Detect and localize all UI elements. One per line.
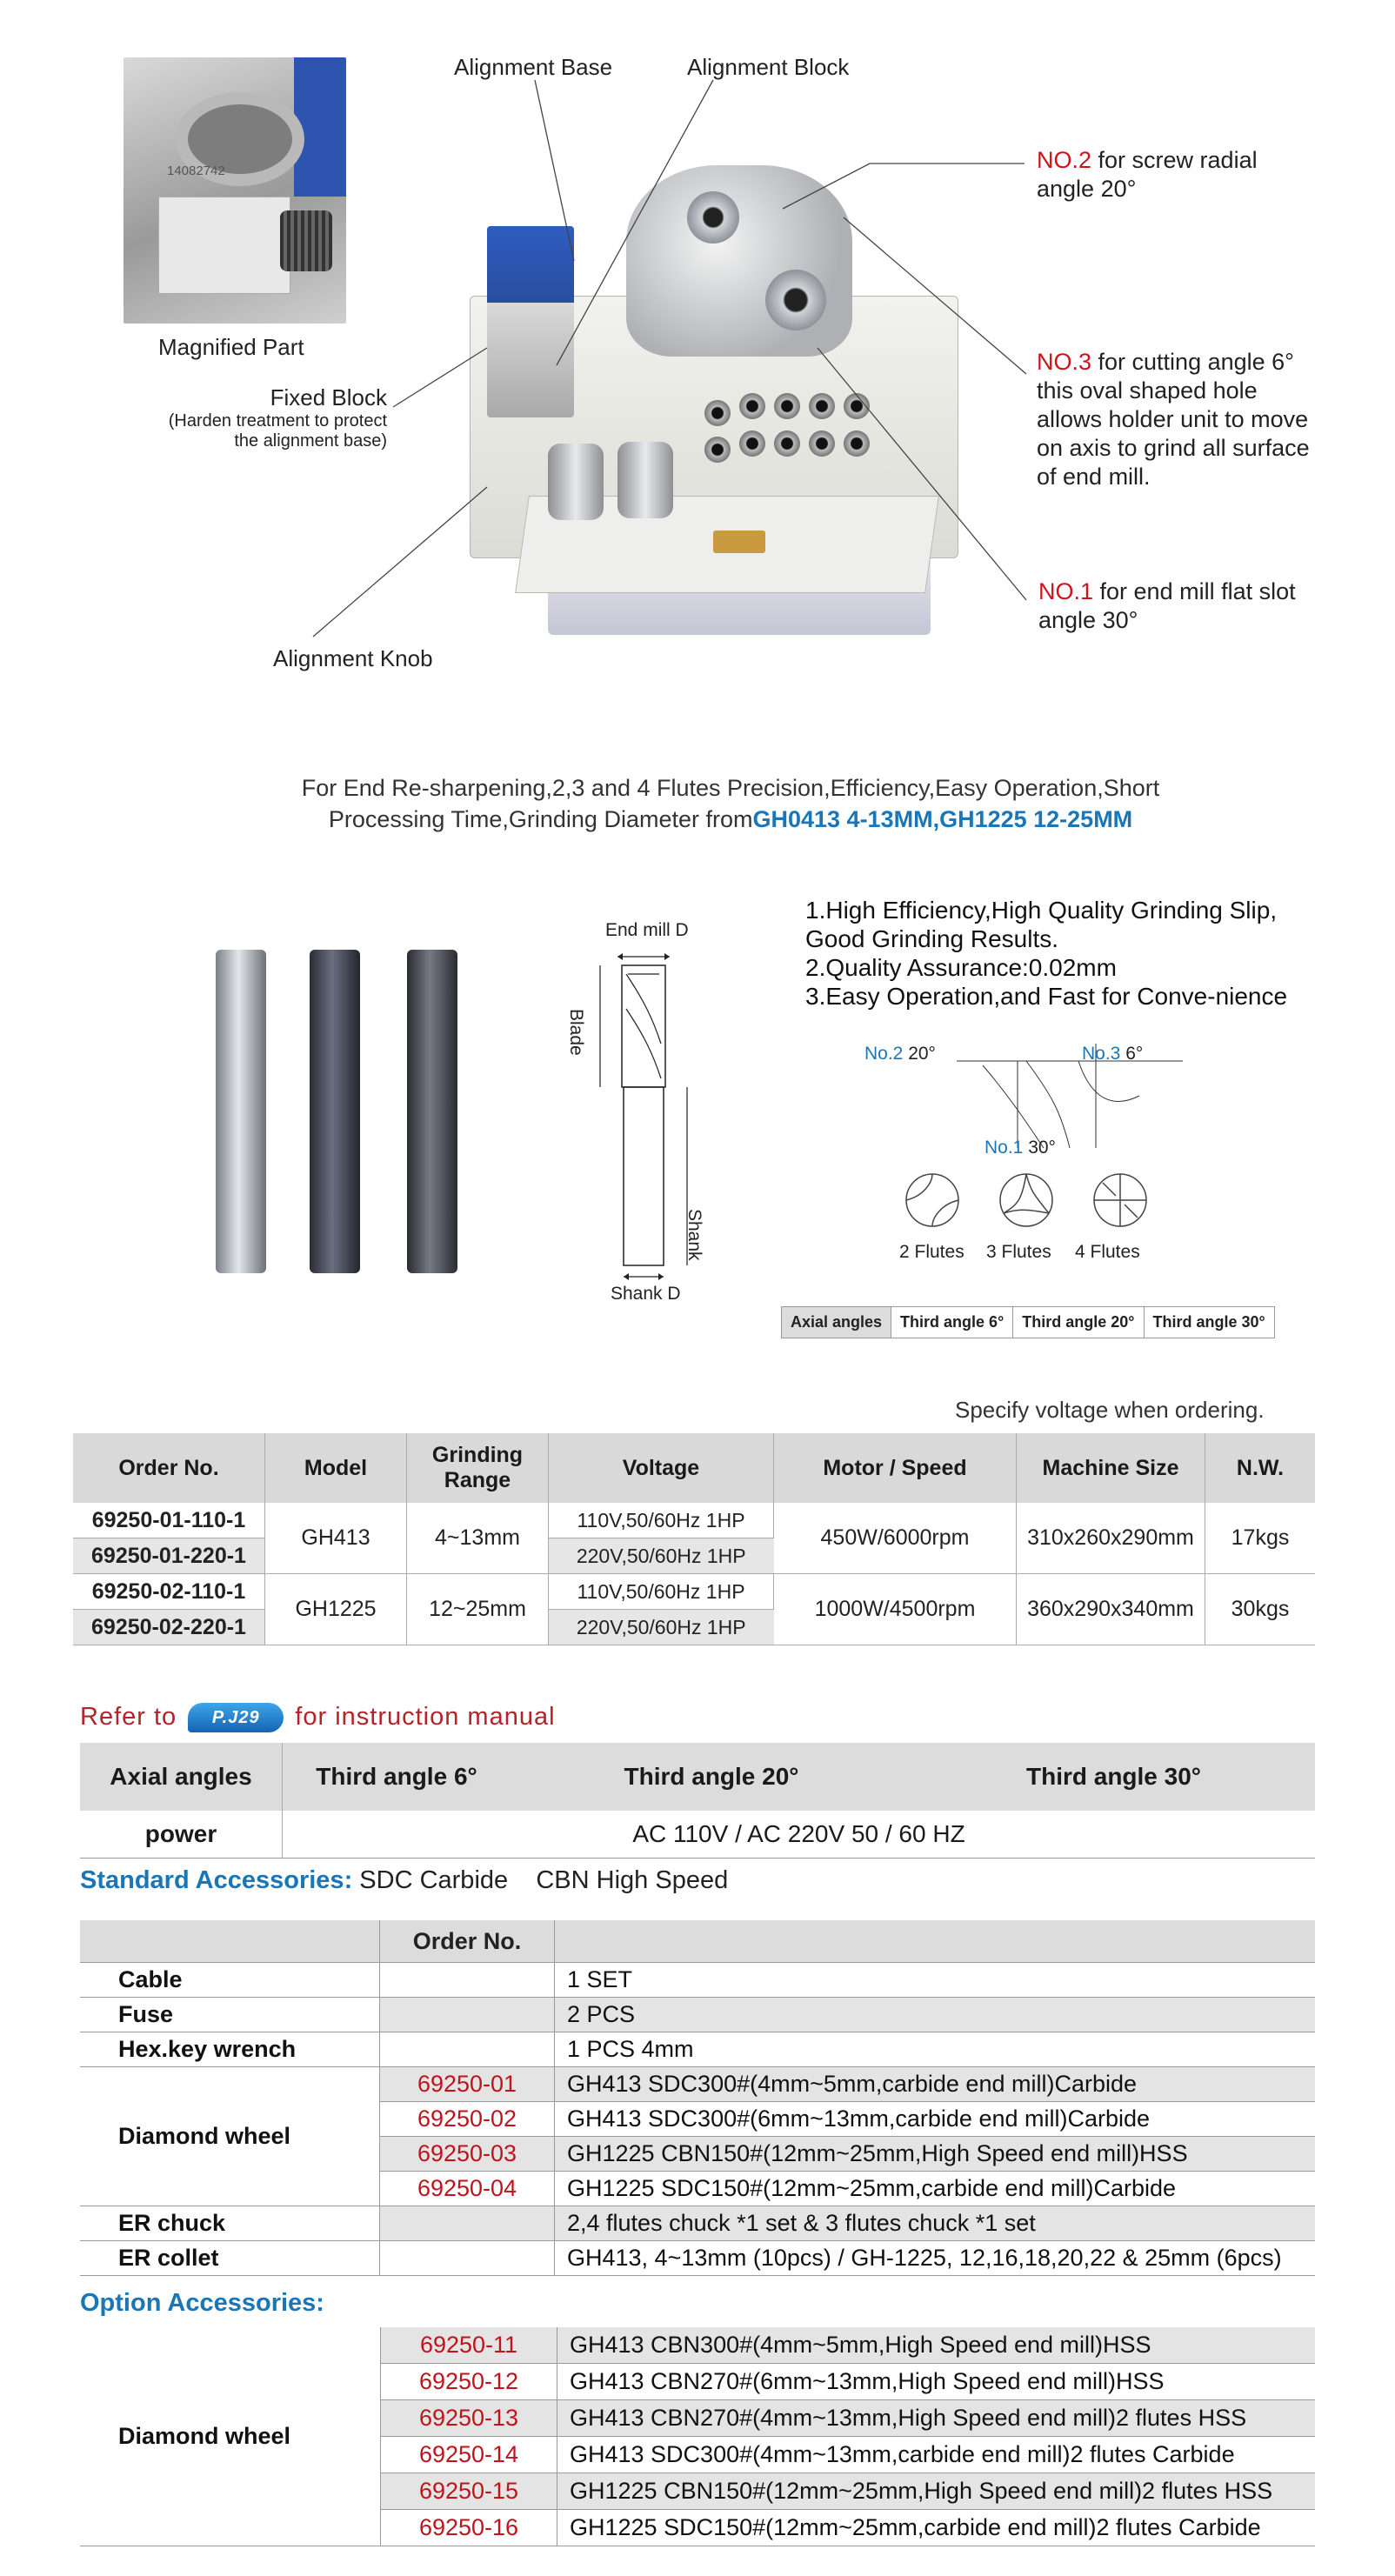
acc-desc: GH1225 SDC150#(12mm~25mm,carbide end mill)Carbide: [555, 2172, 1316, 2206]
model: GH413: [265, 1503, 407, 1574]
fixed-block-line: [393, 348, 487, 407]
standard-accessories-title: Standard Accessories:: [80, 1866, 353, 1894]
no2-text: for screw radial: [1091, 147, 1258, 173]
table-row: [80, 1963, 1315, 1998]
no1-callout: [1038, 577, 1296, 635]
axial-header: Third angle 20°: [511, 1743, 912, 1811]
spec-header: Grinding Range: [407, 1433, 549, 1503]
no1-line: [818, 348, 1026, 600]
no3-text: allows holder unit to move: [1037, 406, 1309, 432]
table-row: [80, 2241, 1315, 2276]
two-flute-icon: [906, 1174, 958, 1226]
acc-header-blank: [555, 1920, 1316, 1963]
order-no: 69250-02-110-1: [73, 1574, 265, 1610]
fixed-block-callout: [70, 384, 387, 451]
order-no: 69250-01-110-1: [73, 1503, 265, 1538]
end-mill-diagram: [574, 939, 731, 1287]
axial-header-row: [80, 1743, 1315, 1811]
model: GH1225: [265, 1574, 407, 1645]
grinding-range: 12~25mm: [407, 1574, 549, 1645]
no2-line: [783, 164, 1025, 209]
voltage: 110V,50/60Hz 1HP: [549, 1503, 774, 1538]
acc-header-blank: [80, 1920, 380, 1963]
opt-desc: GH1225 SDC150#(12mm~25mm,carbide end mill)2 flutes Carbide: [557, 2510, 1316, 2546]
motor-speed: 1000W/4500rpm: [774, 1574, 1017, 1645]
acc-name: Cable: [80, 1963, 380, 1998]
opt-name: Diamond wheel: [80, 2327, 381, 2546]
three-flute-icon: [1000, 1174, 1052, 1226]
flute-label: 4 Flutes: [1075, 1242, 1140, 1262]
no3-text: for cutting angle 6°: [1091, 349, 1294, 375]
table-row: [73, 1574, 1315, 1610]
angle-no2-value: 20°: [908, 1044, 936, 1064]
end-mill-photo: [310, 950, 360, 1273]
shank-d-label: Shank D: [611, 1284, 681, 1304]
opt-order: 69250-14: [381, 2437, 557, 2473]
option-accessories-title: Option Accessories:: [80, 2289, 324, 2317]
acc-name: ER chuck: [80, 2206, 380, 2241]
feature-list: [805, 896, 1362, 1011]
feature-item: 3.Easy Operation,and Fast for Conve-nience: [805, 983, 1288, 1010]
opt-desc: GH413 CBN270#(6mm~13mm,High Speed end mill)HSS: [557, 2364, 1316, 2400]
spec-header: Order No.: [73, 1433, 265, 1503]
spec-header-row: [73, 1433, 1315, 1503]
opt-order: 69250-16: [381, 2510, 557, 2546]
machine-size: 310x260x290mm: [1017, 1503, 1205, 1574]
power-label: power: [80, 1811, 283, 1859]
intro-line: For End Re-sharpening,2,3 and 4 Flutes Precision,Efficiency,Easy Operation,Short: [301, 775, 1160, 801]
voltage: 110V,50/60Hz 1HP: [549, 1574, 774, 1610]
no1-key: NO.1: [1038, 578, 1094, 604]
axial-header: Third angle 30°: [912, 1743, 1315, 1811]
opt-order: 69250-11: [381, 2327, 557, 2364]
spec-table: [73, 1433, 1315, 1645]
no3-text: this oval shaped hole: [1037, 377, 1258, 404]
feature-item: Good Grinding Results.: [805, 925, 1059, 952]
opt-desc: GH1225 CBN150#(12mm~25mm,High Speed end mill)2 flutes HSS: [557, 2473, 1316, 2510]
no3-key: NO.3: [1037, 349, 1092, 375]
opt-desc: GH413 CBN300#(4mm~5mm,High Speed end mill)HSS: [557, 2327, 1316, 2364]
refer-line: [80, 1703, 556, 1732]
axial-small-cell: Axial angles: [782, 1307, 891, 1338]
table-row: [73, 1503, 1315, 1538]
page-ref-badge[interactable]: P.J29: [188, 1703, 284, 1732]
angle-no3-value: 6°: [1125, 1044, 1144, 1064]
spec-header: Machine Size: [1017, 1433, 1205, 1503]
magnified-part-label: Magnified Part: [158, 334, 304, 360]
acc-order: 69250-02: [380, 2102, 555, 2137]
standard-accessories-table: [80, 1920, 1315, 2276]
angle-diagram: [939, 1026, 1200, 1165]
angle-no1-key: No.1: [985, 1138, 1024, 1158]
acc-desc: 1 PCS 4mm: [555, 2032, 1316, 2067]
angle-no1: [985, 1138, 1056, 1158]
axial-small-cell: Third angle 20°: [1013, 1307, 1144, 1338]
refer-text: for instruction manual: [295, 1703, 556, 1731]
acc-name: ER collet: [80, 2241, 380, 2276]
spec-header: Model: [265, 1433, 407, 1503]
fixed-block-label: Fixed Block: [270, 384, 387, 410]
acc-header-row: [80, 1920, 1315, 1963]
motor-speed: 450W/6000rpm: [774, 1503, 1017, 1574]
part-code: 14082742: [167, 164, 225, 178]
no3-line: [844, 217, 1026, 374]
order-no: 69250-01-220-1: [73, 1538, 265, 1574]
alignment-knob-line: [313, 487, 487, 637]
alignment-block-label: Alignment Block: [687, 54, 850, 80]
acc-name: Hex.key wrench: [80, 2032, 380, 2067]
fixed-block-note: (Harden treatment to protect: [168, 411, 387, 430]
spec-header: Voltage: [549, 1433, 774, 1503]
angle-no3: [1082, 1044, 1143, 1064]
alignment-knob-label: Alignment Knob: [273, 645, 433, 671]
acc-desc: 1 SET: [555, 1963, 1316, 1998]
acc-name: Diamond wheel: [80, 2067, 380, 2206]
refer-text: Refer to: [80, 1703, 177, 1731]
standard-accessories-items: SDC Carbide CBN High Speed: [359, 1866, 729, 1894]
opt-order: 69250-12: [381, 2364, 557, 2400]
acc-order: 69250-01: [380, 2067, 555, 2102]
grinding-range: 4~13mm: [407, 1503, 549, 1574]
end-mill-photo: [216, 950, 266, 1273]
table-row: [80, 2206, 1315, 2241]
axial-header: Third angle 6°: [283, 1743, 511, 1811]
end-mill-photo: [407, 950, 457, 1273]
no1-text: angle 30°: [1038, 607, 1138, 633]
acc-header-order: Order No.: [380, 1920, 555, 1963]
opt-order: 69250-13: [381, 2400, 557, 2437]
no1-text: for end mill flat slot: [1093, 578, 1296, 604]
acc-desc: GH413 SDC300#(6mm~13mm,carbide end mill)Carbide: [555, 2102, 1316, 2137]
net-weight: 30kgs: [1205, 1574, 1316, 1645]
spec-header: N.W.: [1205, 1433, 1316, 1503]
angle-no2-key: No.2: [864, 1044, 904, 1064]
machine-size: 360x290x340mm: [1017, 1574, 1205, 1645]
opt-desc: GH413 CBN270#(4mm~13mm,High Speed end mill)2 flutes HSS: [557, 2400, 1316, 2437]
no2-text: angle 20°: [1037, 176, 1137, 202]
end-mill-d-label: End mill D: [605, 920, 689, 940]
voltage: 220V,50/60Hz 1HP: [549, 1538, 774, 1574]
alignment-base-label: Alignment Base: [454, 54, 613, 80]
option-accessories-table: [80, 2327, 1315, 2546]
acc-order: 69250-03: [380, 2137, 555, 2172]
axial-small-cell: Third angle 6°: [891, 1307, 1013, 1338]
intro-highlight: GH0413 4-13MM,GH1225 12-25MM: [752, 806, 1133, 832]
acc-order: [380, 2032, 555, 2067]
spec-header: Motor / Speed: [774, 1433, 1017, 1503]
axial-small-cell: Third angle 30°: [1144, 1307, 1274, 1338]
acc-desc: GH1225 CBN150#(12mm~25mm,High Speed end mill)HSS: [555, 2137, 1316, 2172]
angle-no3-key: No.3: [1082, 1044, 1121, 1064]
blade-label: Blade: [566, 1009, 586, 1056]
flute-icons: [901, 1165, 1162, 1244]
feature-item: 2.Quality Assurance:0.02mm: [805, 954, 1117, 981]
acc-desc: 2,4 flutes chuck *1 set & 3 flutes chuck *1 set: [555, 2206, 1316, 2241]
shank-label: Shank: [684, 1209, 704, 1261]
acc-desc: 2 PCS: [555, 1998, 1316, 2032]
intro-text: [174, 772, 1287, 835]
no3-text: of end mill.: [1037, 464, 1151, 490]
table-row: [80, 2067, 1315, 2102]
acc-order: [380, 1998, 555, 2032]
alignment-block-line: [557, 80, 713, 365]
power-value: AC 110V / AC 220V 50 / 60 HZ: [283, 1811, 1316, 1859]
angle-no2: [864, 1044, 936, 1064]
net-weight: 17kgs: [1205, 1503, 1316, 1574]
table-row: [80, 1998, 1315, 2032]
no2-callout: [1037, 146, 1258, 204]
axial-angles-small-table: [781, 1306, 1275, 1338]
intro-line: [174, 804, 1287, 835]
table-row: [80, 2327, 1315, 2364]
voltage-note: Specify voltage when ordering.: [955, 1397, 1265, 1423]
no3-callout: [1037, 348, 1310, 491]
acc-order: [380, 1963, 555, 1998]
standard-accessories: [80, 1866, 728, 1895]
axial-angles-table: [80, 1743, 1315, 1859]
angle-no1-value: 30°: [1028, 1138, 1056, 1158]
axial-header: Axial angles: [80, 1743, 283, 1811]
acc-desc: GH413, 4~13mm (10pcs) / GH-1225, 12,16,18,20,22 & 25mm (6pcs): [555, 2241, 1316, 2276]
no3-text: on axis to grind all surface: [1037, 435, 1310, 461]
acc-order: 69250-04: [380, 2172, 555, 2206]
four-flute-icon: [1094, 1174, 1146, 1226]
no2-key: NO.2: [1037, 147, 1092, 173]
opt-order: 69250-15: [381, 2473, 557, 2510]
voltage: 220V,50/60Hz 1HP: [549, 1610, 774, 1645]
flute-label: 3 Flutes: [986, 1242, 1051, 1262]
intro-line-text: Processing Time,Grinding Diameter from: [328, 806, 753, 832]
order-no: 69250-02-220-1: [73, 1610, 265, 1645]
opt-desc: GH413 SDC300#(4mm~13mm,carbide end mill)2 flutes Carbide: [557, 2437, 1316, 2473]
acc-name: Fuse: [80, 1998, 380, 2032]
flute-label: 2 Flutes: [899, 1242, 964, 1262]
table-row: [80, 2032, 1315, 2067]
acc-desc: GH413 SDC300#(4mm~5mm,carbide end mill)Carbide: [555, 2067, 1316, 2102]
power-row: [80, 1811, 1315, 1859]
alignment-base-line: [535, 80, 574, 261]
acc-order: [380, 2241, 555, 2276]
acc-order: [380, 2206, 555, 2241]
fixed-block-note: the alignment base): [234, 431, 387, 450]
feature-item: 1.High Efficiency,High Quality Grinding Slip,: [805, 897, 1278, 924]
